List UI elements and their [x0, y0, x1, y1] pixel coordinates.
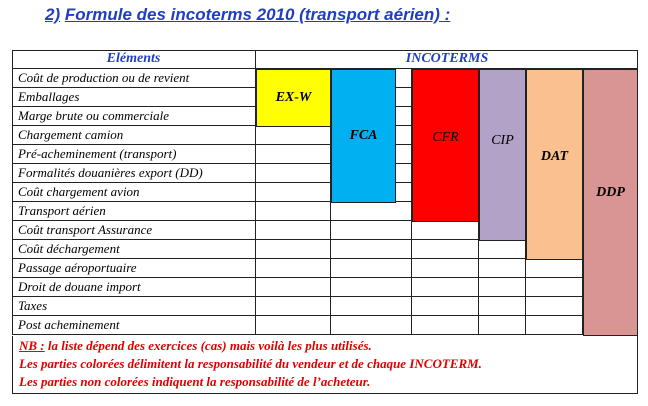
row-label: Post acheminement: [18, 317, 120, 332]
incoterm-label: EX-W: [275, 90, 312, 105]
table-row: [12, 240, 256, 259]
grid-cell: [256, 183, 331, 202]
grid-cell: [331, 297, 412, 316]
table-row: [12, 183, 256, 202]
row-label: Coût déchargement: [18, 241, 120, 256]
grid-cell: [256, 259, 331, 278]
table-row: [12, 297, 256, 316]
grid-cell: [256, 297, 331, 316]
grid-cell: [256, 316, 331, 335]
table-row: [12, 69, 256, 88]
header-incoterms: INCOTERMS: [256, 50, 638, 69]
table-row: [12, 221, 256, 240]
grid-cell: [526, 278, 583, 297]
incoterm-label: DDP: [596, 184, 625, 200]
grid-cell: [412, 259, 479, 278]
grid-cell: [526, 297, 583, 316]
table-row: [12, 164, 256, 183]
incoterm-cfr: [412, 69, 479, 222]
row-label: Pré-acheminement (transport): [18, 146, 177, 161]
row-label: Chargement camion: [18, 127, 124, 142]
grid-cell: [331, 221, 412, 240]
grid-cell: [331, 259, 412, 278]
row-label: Passage aéroportuaire: [18, 260, 137, 275]
note-line-2: Les parties colorées délimitent la responsabilité du vendeur et de chaque INCOTERM.: [19, 356, 482, 371]
grid-cell: [331, 202, 412, 221]
incoterm-ddp: [583, 69, 638, 336]
table-row: [12, 107, 256, 126]
row-label: Coût transport Assurance: [18, 222, 153, 237]
header-elements: Eléments: [12, 50, 256, 69]
grid-cell: [331, 316, 412, 335]
table-row: [12, 202, 256, 221]
table-row: [12, 126, 256, 145]
grid-cell: [412, 297, 479, 316]
grid-cell: [331, 278, 412, 297]
notes-box: [12, 336, 638, 394]
grid-cell: [479, 240, 526, 259]
incoterm-label: CFR: [432, 129, 459, 145]
incoterm-label: DAT: [540, 148, 569, 164]
table-row: [12, 88, 256, 107]
note-line-1: [19, 337, 631, 355]
table-row: [12, 259, 256, 278]
grid-cell: [412, 278, 479, 297]
incoterm-fca: [331, 69, 396, 203]
title-number: 2): [45, 5, 61, 24]
row-label: Droit de douane import: [18, 279, 141, 294]
table-row: [12, 316, 256, 335]
row-label: Marge brute ou commerciale: [18, 108, 170, 123]
grid-cell: [256, 240, 331, 259]
grid-cell: [331, 240, 412, 259]
incoterm-dat: [526, 69, 583, 260]
incoterm-exw: [256, 69, 331, 127]
grid-cell: [256, 126, 331, 145]
grid-cell: [479, 316, 526, 335]
grid-cell: [526, 316, 583, 335]
nb-label: NB :: [19, 338, 45, 353]
row-label: Coût de production ou de revient: [18, 70, 190, 85]
row-label: Transport aérien: [18, 203, 106, 218]
incoterm-cip: [479, 69, 526, 241]
grid-cell: [526, 259, 583, 278]
grid-cell: [412, 316, 479, 335]
note-line-3: Les parties non colorées indiquent la responsabilité de l’acheteur.: [19, 374, 371, 389]
row-label: Coût chargement avion: [18, 184, 140, 199]
note-text-1: la liste dépend des exercices (cas) mais voilà les plus utilisés.: [47, 338, 372, 353]
row-label: Emballages: [18, 89, 80, 104]
grid-cell: [479, 297, 526, 316]
page-title: [45, 5, 450, 25]
grid-cell: [256, 278, 331, 297]
table-row: [12, 145, 256, 164]
incoterm-label: FCA: [349, 128, 378, 143]
incoterm-label: CIP: [491, 133, 514, 148]
grid-cell: [256, 145, 331, 164]
grid-cell: [479, 259, 526, 278]
grid-cell: [412, 221, 479, 240]
grid-cell: [479, 278, 526, 297]
grid-cell: [256, 164, 331, 183]
grid-cell: [256, 221, 331, 240]
title-text: Formule des incoterms 2010 (transport aérien) :: [64, 5, 451, 24]
grid-cell: [256, 202, 331, 221]
table-row: [12, 278, 256, 297]
row-label: Taxes: [18, 298, 48, 313]
grid-cell: [412, 240, 479, 259]
row-label: Formalités douanières export (DD): [18, 165, 203, 180]
